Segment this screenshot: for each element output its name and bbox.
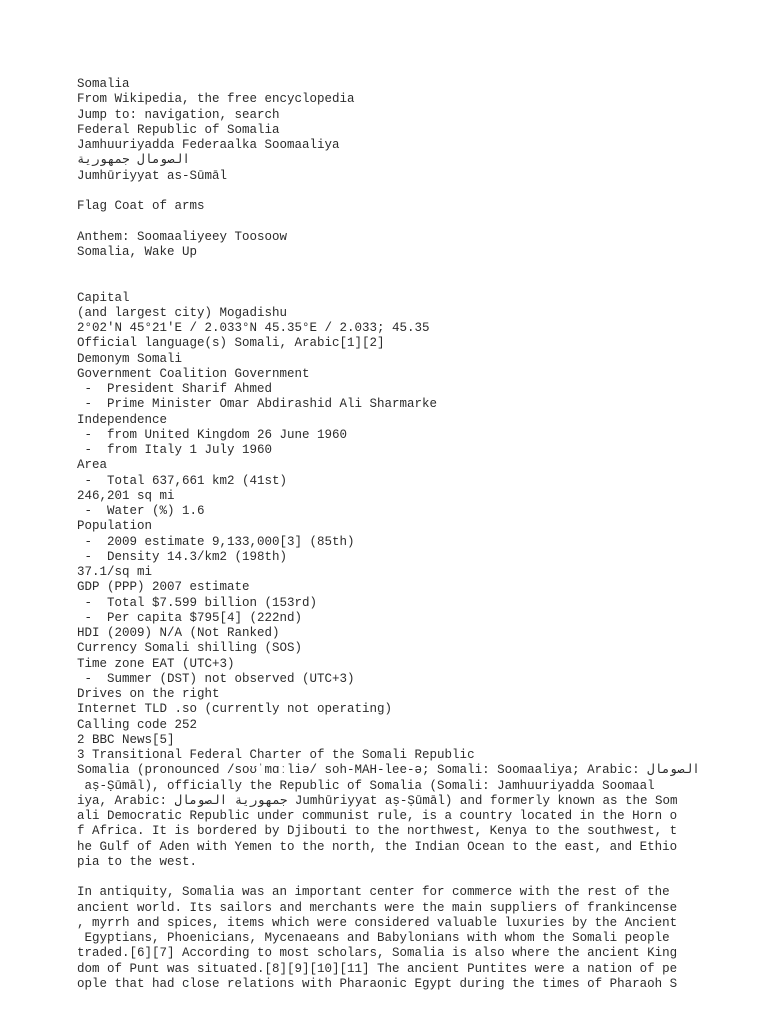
document-line: الصومال جمهورية — [77, 153, 190, 168]
document-line: ople that had close relations with Pharaonic Egypt during the times of Pharaoh S — [77, 976, 678, 991]
document-line: Federal Republic of Somalia — [77, 122, 280, 137]
document-line — [77, 184, 757, 199]
document-line: From Wikipedia, the free encyclopedia — [77, 92, 355, 107]
document-line: 3 Transitional Federal Charter of the Somali Republic — [77, 748, 475, 762]
document-line: HDI (2009) N/A (Not Ranked) — [77, 626, 280, 640]
document-line: aṣ-Ṣūmāl), officially the Republic of Somalia (Somali: Jamhuuriyadda Soomaal — [77, 778, 655, 793]
document-line: Currency Somali shilling (SOS) — [77, 641, 303, 656]
document-line: In antiquity, Somalia was an important center for commerce with the rest of the — [77, 885, 670, 900]
document-line: Anthem: Soomaaliyeey Toosoow — [77, 229, 288, 244]
document-line: Jamhuuriyadda Federaalka Soomaaliya — [77, 138, 340, 152]
document-line: 2°02′N 45°21′E / 2.033°N 45.35°E / 2.033; 45.35 — [77, 321, 430, 335]
document-line: Time zone EAT (UTC+3) — [77, 656, 235, 671]
document-line: Flag Coat of arms — [77, 199, 205, 213]
document-line: 37.1/sq mi — [77, 565, 153, 579]
document-line: GDP (PPP) 2007 estimate — [77, 580, 250, 595]
document-line: Official language(s) Somali, Arabic[1][2] — [77, 336, 385, 351]
document-line: Jumhūriyyat as-Sūmāl — [77, 168, 228, 183]
document-line: dom of Punt was situated.[8][9][10][11] The ancient Puntites were a nation of pe — [77, 961, 678, 976]
document-line: Area — [77, 458, 108, 473]
document-line: 2 BBC News[5] — [77, 732, 175, 747]
document-line — [77, 214, 757, 229]
document-line: Somalia (pronounced /soʊˈmɑːliə/ soh-MAH-lee-ə; Somali: Soomaaliya; Arabic: الصومال — [77, 763, 700, 778]
document-line: - 2009 estimate 9,133,000[3] (85th) — [77, 534, 355, 549]
document-line: - Per capita $795[4] (222nd) — [77, 610, 303, 625]
document-line: Egyptians, Phoenicians, Mycenaeans and Babylonians with whom the Somali people — [77, 931, 670, 945]
document-line: - Prime Minister Omar Abdirashid Ali Sharmarke — [77, 397, 438, 412]
document-line: (and largest city) Mogadishu — [77, 305, 288, 320]
document-line: Demonym Somali — [77, 351, 183, 366]
document-line: , myrrh and spices, items which were considered valuable luxuries by the Ancient — [77, 915, 678, 930]
document-line: - President Sharif Ahmed — [77, 382, 273, 396]
document-line: iya, Arabic: جمهورية الصومال Jumhūriyyat aṣ-Ṣūmāl) and formerly known as the Som — [77, 793, 678, 808]
document-line: ancient world. Its sailors and merchants were the main suppliers of frankincense — [77, 900, 678, 915]
document-line — [77, 870, 757, 885]
document-line: Internet TLD .so (currently not operating) — [77, 702, 393, 717]
document-line: - Water (%) 1.6 — [77, 504, 205, 518]
document-line: Government Coalition Government — [77, 366, 310, 381]
document-line: - from Italy 1 July 1960 — [77, 443, 273, 457]
document-line: - Summer (DST) not observed (UTC+3) — [77, 671, 355, 686]
document-line: Somalia, Wake Up — [77, 244, 198, 259]
document-line: - Total $7.599 billion (153rd) — [77, 595, 318, 610]
document-line: Drives on the right — [77, 687, 220, 701]
document-line: 246,201 sq mi — [77, 488, 175, 503]
document-line: ali Democratic Republic under communist rule, is a country located in the Horn o — [77, 809, 678, 823]
document-line: Capital — [77, 290, 130, 305]
document-line: Jump to: navigation, search — [77, 107, 280, 122]
document-line: Calling code 252 — [77, 717, 198, 732]
document-line: Population — [77, 519, 153, 534]
document-line: - Density 14.3/km2 (198th) — [77, 549, 288, 564]
document-line: - Total 637,661 km2 (41st) — [77, 473, 288, 488]
document-line: he Gulf of Aden with Yemen to the north, the Indian Ocean to the east, and Ethio — [77, 839, 678, 854]
document-line — [77, 260, 757, 275]
document-line: Somalia — [77, 77, 130, 91]
document-line: f Africa. It is bordered by Djibouti to the northwest, Kenya to the southwest, t — [77, 824, 678, 839]
document-text — [77, 77, 757, 992]
document-line: Independence — [77, 412, 168, 427]
document-line — [77, 275, 757, 290]
document-line: pia to the west. — [77, 854, 198, 869]
document-line: - from United Kingdom 26 June 1960 — [77, 427, 348, 442]
document-line: traded.[6][7] According to most scholars, Somalia is also where the ancient King — [77, 946, 678, 961]
